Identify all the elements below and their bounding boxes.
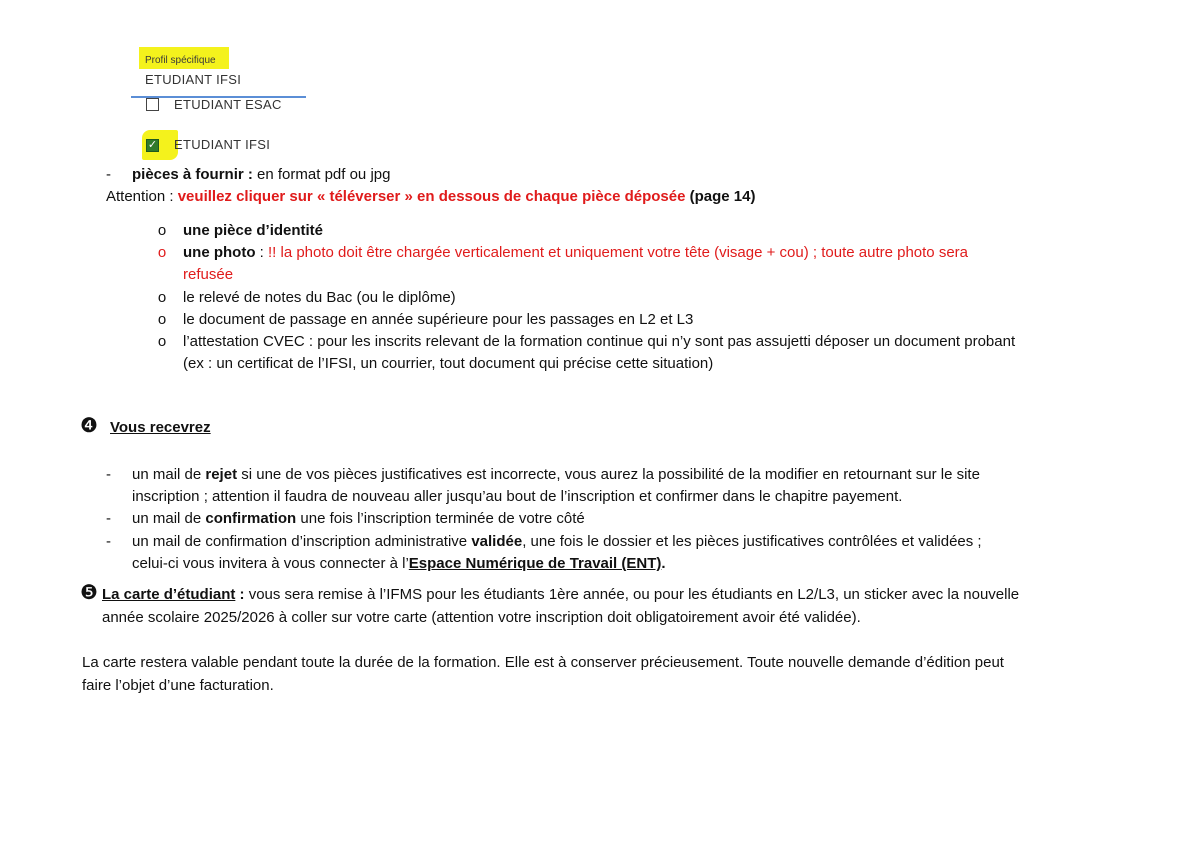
section4-title-text: Vous recevrez bbox=[110, 419, 211, 436]
bullet: o bbox=[157, 311, 167, 328]
closing-line1: La carte restera valable pendant toute la durée de la formation. Elle est à conserver précieusement. Toute nouvelle demande d’édition peut bbox=[82, 654, 1004, 671]
section5-line1-rest: vous sera remise à l’IFMS pour les étudiants 1ère année, ou pour les étudiants en L2/L3, un sticker avec la nouvelle bbox=[244, 586, 1020, 603]
checkbox-esac[interactable] bbox=[146, 98, 159, 111]
item-validee-bold: validée bbox=[471, 533, 523, 550]
bullet: o bbox=[157, 222, 167, 239]
number-4-icon: ❹ bbox=[80, 413, 98, 437]
number-5-icon: ❺ bbox=[80, 580, 98, 604]
option-ifsi-label: ETUDIANT IFSI bbox=[174, 137, 271, 152]
item-passage: le document de passage en année supérieure pour les passages en L2 et L3 bbox=[183, 311, 694, 328]
item-confirmation bbox=[132, 508, 585, 530]
item-bac: le relevé de notes du Bac (ou le diplôme) bbox=[183, 289, 456, 306]
section5-line2: année scolaire 2025/2026 à coller sur votre carte (attention votre inscription doit obligatoirement avoir été validée). bbox=[102, 609, 861, 626]
attention-page: (page 14) bbox=[685, 188, 756, 205]
attention-instruction: veuillez cliquer sur « téléverser » en dessous de chaque pièce déposée bbox=[177, 188, 686, 205]
item-confirmation-post: une fois l’inscription terminée de votre côté bbox=[296, 510, 585, 527]
item-rejet-cont: inscription ; attention il faudra de nouveau aller jusqu’au bout de l’inscription et confirmer dans le chapitre payement. bbox=[132, 488, 903, 505]
option-esac-label: ETUDIANT ESAC bbox=[174, 97, 282, 112]
attention-prefix: Attention : bbox=[106, 188, 178, 205]
item-photo-colon: : bbox=[255, 244, 268, 261]
profile-selected-value[interactable]: ETUDIANT IFSI bbox=[145, 72, 242, 87]
item-validee-cont bbox=[132, 553, 666, 575]
item-confirmation-bold: confirmation bbox=[205, 510, 297, 527]
item-identite bbox=[183, 220, 323, 242]
section4-title bbox=[110, 417, 211, 439]
pieces-dash: - bbox=[106, 166, 111, 183]
item-validee-pre: un mail de confirmation d’inscription administrative bbox=[132, 533, 472, 550]
bullet: o bbox=[157, 333, 167, 350]
check-icon: ✓ bbox=[147, 139, 158, 151]
item-validee bbox=[132, 531, 982, 553]
section5-line1 bbox=[102, 584, 1019, 606]
section5-title: La carte d’étudiant bbox=[102, 586, 236, 603]
pieces-title: pièces à fournir : bbox=[132, 166, 253, 183]
item-identite-text: une pièce d’identité bbox=[183, 222, 324, 239]
checkbox-ifsi[interactable] bbox=[146, 139, 159, 152]
item-rejet-bold: rejet bbox=[205, 466, 238, 483]
item-photo-bold: une photo bbox=[183, 244, 256, 261]
pieces-line bbox=[132, 164, 390, 186]
item-validee-cont-pre: celui-ci vous invitera à vous connecter à l’ bbox=[132, 555, 409, 572]
item-photo-warning-cont: refusée bbox=[183, 266, 234, 283]
item-validee-post: , une fois le dossier et les pièces justificatives contrôlées et validées ; bbox=[522, 533, 982, 550]
item-cvec-cont: (ex : un certificat de l’IFSI, un courrier, tout document qui précise cette situation) bbox=[183, 355, 714, 372]
profile-label: Profil spécifique bbox=[145, 55, 216, 66]
item-confirmation-pre: un mail de bbox=[132, 510, 206, 527]
ent-link[interactable]: Espace Numérique de Travail (ENT) bbox=[408, 555, 662, 572]
item-rejet-post: si une de vos pièces justificatives est incorrecte, vous aurez la possibilité de la modifier en retournant sur le site bbox=[237, 466, 980, 483]
closing-line2: faire l’objet d’une facturation. bbox=[82, 677, 274, 694]
dash: - bbox=[106, 466, 111, 483]
bullet: o bbox=[157, 244, 167, 261]
item-rejet bbox=[132, 464, 980, 486]
dash: - bbox=[106, 510, 111, 527]
item-cvec: l’attestation CVEC : pour les inscrits relevant de la formation continue qui n’y sont pas assujetti déposer un document probant bbox=[183, 333, 1016, 350]
section5-colon: : bbox=[235, 586, 245, 603]
item-photo bbox=[183, 242, 968, 264]
item-validee-cont-end: . bbox=[661, 555, 666, 572]
pieces-format: en format pdf ou jpg bbox=[252, 166, 391, 183]
item-rejet-pre: un mail de bbox=[132, 466, 206, 483]
item-photo-warning: !! la photo doit être chargée verticalement et uniquement votre tête (visage + cou) ; toute autre photo sera bbox=[268, 244, 968, 261]
dash: - bbox=[106, 533, 111, 550]
bullet: o bbox=[157, 289, 167, 306]
attention-line bbox=[106, 186, 755, 208]
